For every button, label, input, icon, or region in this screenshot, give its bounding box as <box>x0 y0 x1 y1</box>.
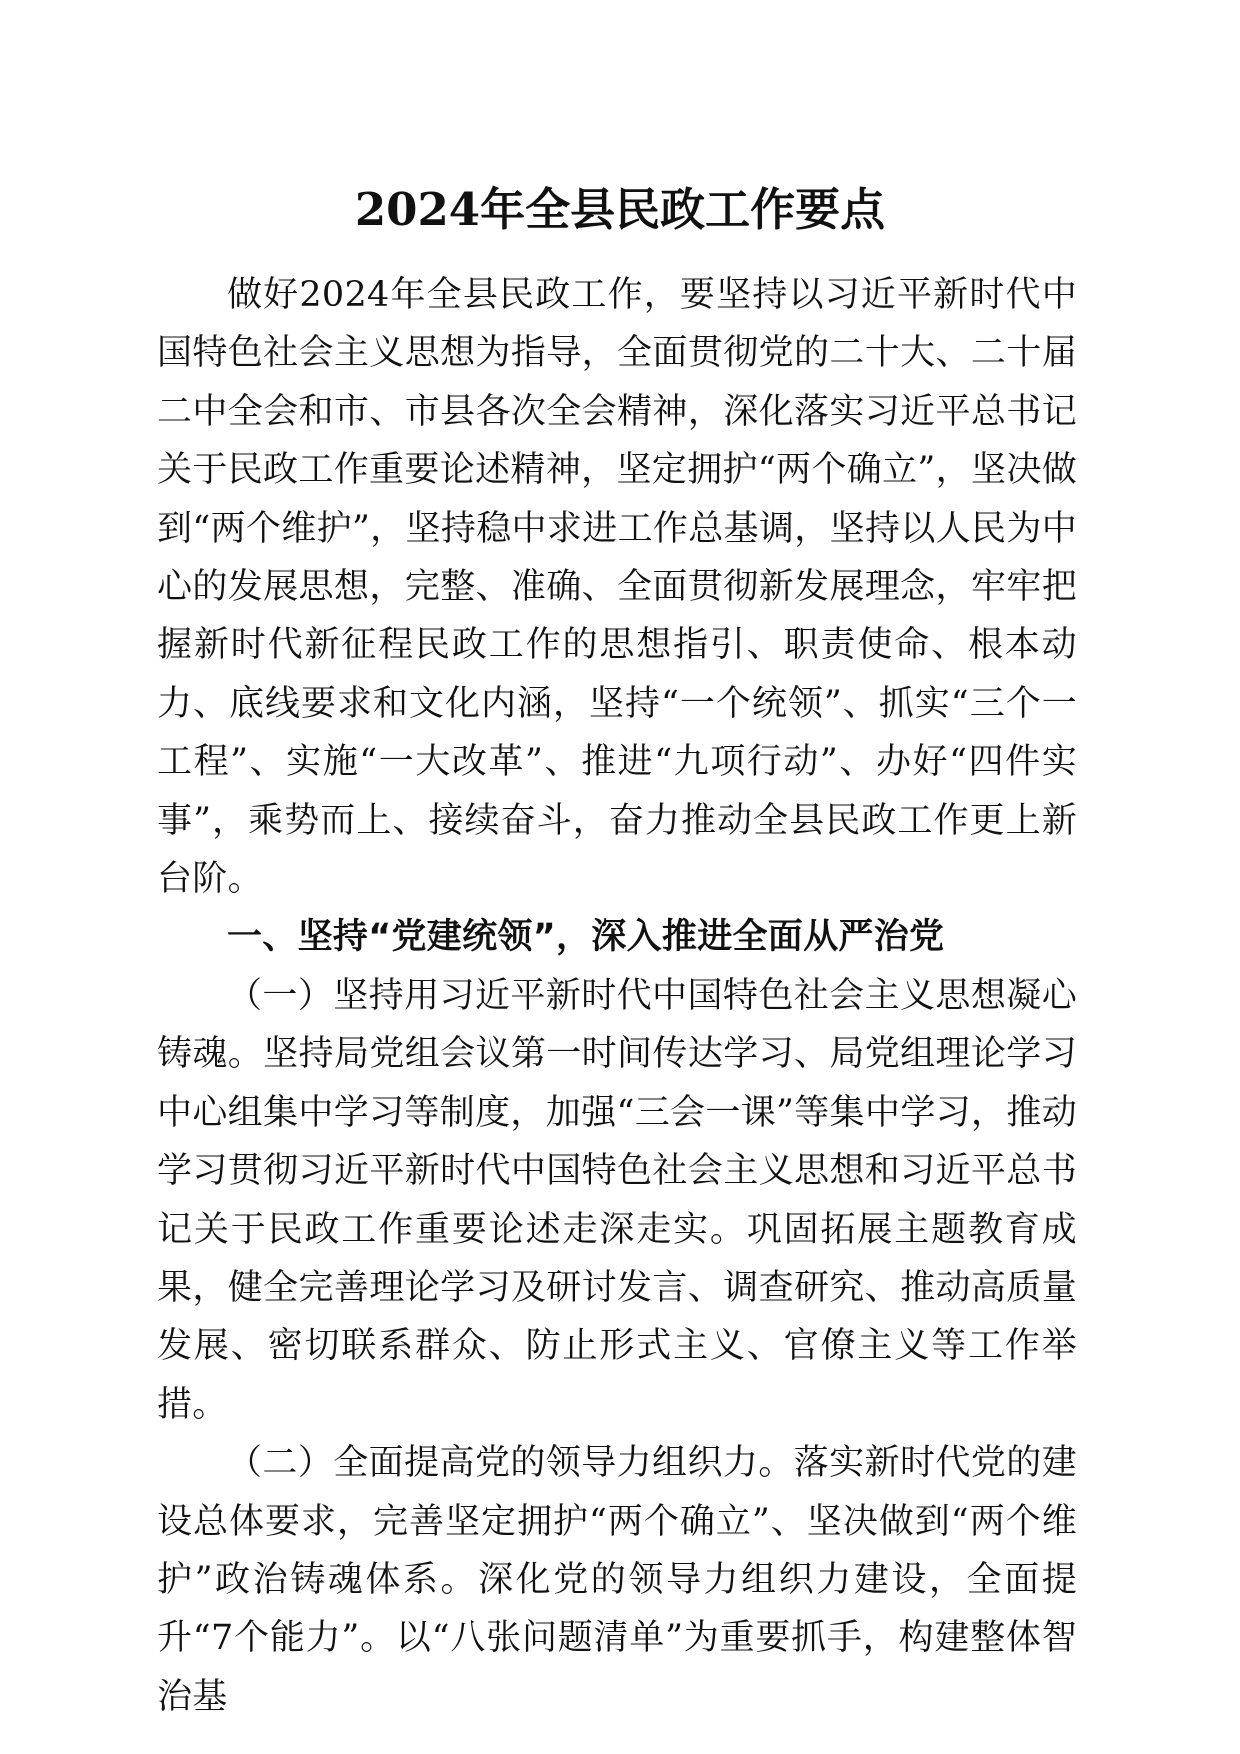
document-title: 2024年全县民政工作要点 <box>354 183 886 236</box>
section-heading-1: 一、坚持“党建统领”，深入推进全面从严治党 <box>227 917 945 958</box>
section1-item-2: （二）全面提高党的领导力组织力。落实新时代党的建设总体要求，完善坚定拥护“两个确立”、坚决做到“两个维护”政治铸魂体系。深化党的领导力组织力建设，全面提升“7个能力”。以“八张问题清单”为重要抓手，构建整体智治基 <box>157 1443 1077 1717</box>
intro-paragraph: 做好2024年全县民政工作，要坚持以习近平新时代中国特色社会主义思想为指导，全面贯彻党的二十大、二十届二中全会和市、市县各次全会精神，深化落实习近平总书记关于民政工作重要论述精神，坚定拥护“两个确立”，坚决做到“两个维护”，坚持稳中求进工作总基调，坚持以人民为中心的发展思想，完整、准确、全面贯彻新发展理念，牢牢把握新时代新征程民政工作的思想指引、职责使命、根本动力、底线要求和文化内涵，坚持“一个统领”、抓实“三个一工程”、实施“一大改革”、推进“九项行动”、办好“四件实事”，乘势而上、接续奋斗，奋力推动全县民政工作更上新台阶。 <box>157 275 1077 900</box>
section1-item-1: （一）坚持用习近平新时代中国特色社会主义思想凝心铸魂。坚持局党组会议第一时间传达学习、局党组理论学习中心组集中学习等制度，加强“三会一课”等集中学习，推动学习贯彻习近平新时代中国特色社会主义思想和习近平总书记关于民政工作重要论述走深走实。巩固拓展主题教育成果，健全完善理论学习及研讨发言、调查研究、推动高质量发展、密切联系群众、防止形式主义、官僚主义等工作举措。 <box>157 975 1077 1425</box>
document-body <box>157 266 1077 1726</box>
